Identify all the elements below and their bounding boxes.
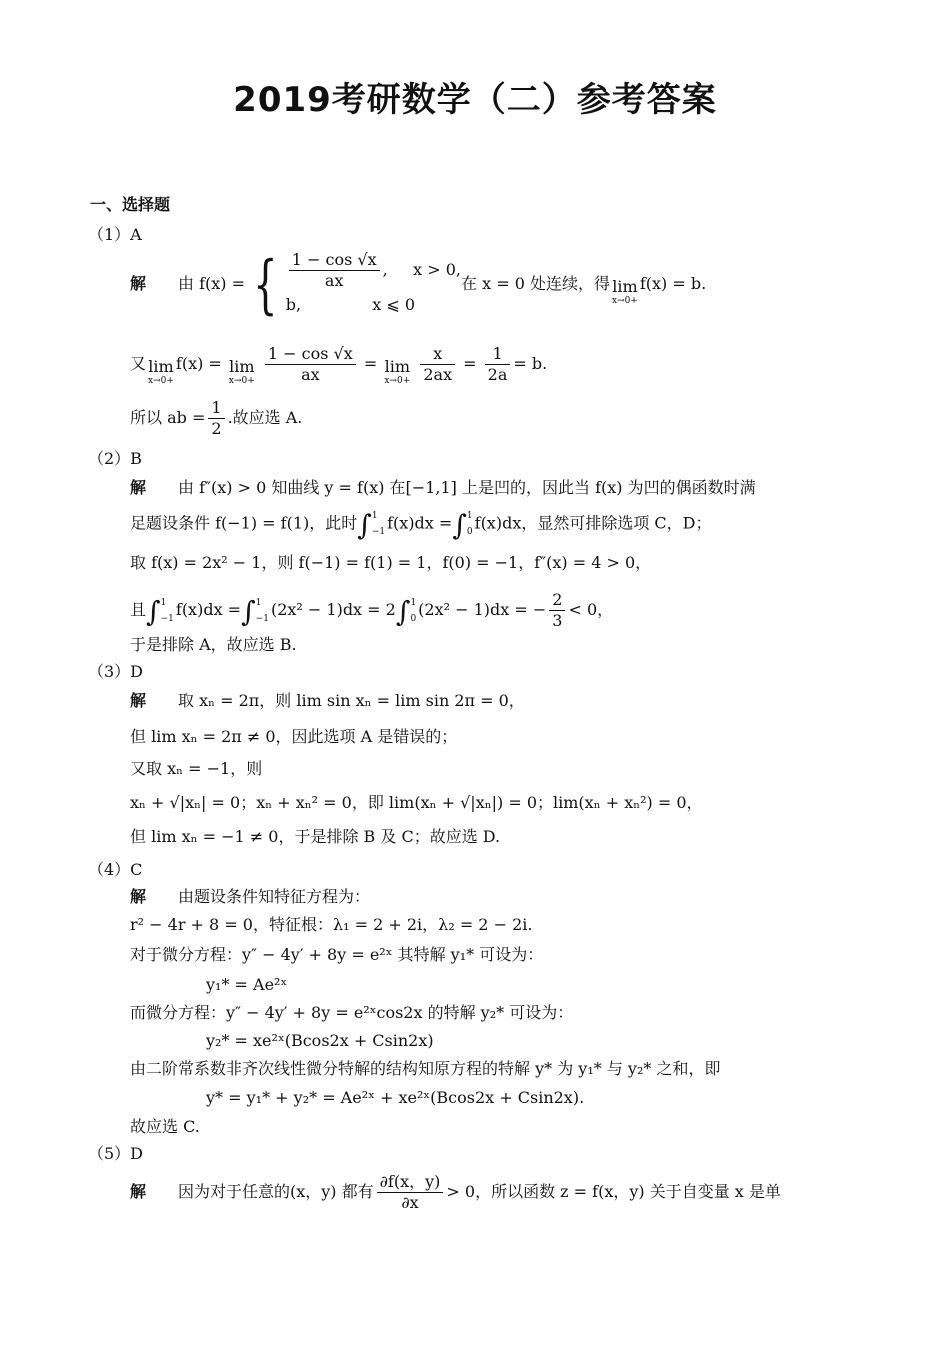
q1-line1: 解 由 f(x) = { $\frac{1 - \cos √x}{ax}$ , x > 0, b, x ⩽ 0 在 x = 0 处连续，得 lim x→0+ f(x) = b. [130,247,707,322]
q3-line4: xₙ + √|xₙ| = 0；xₙ + xₙ² = 0，即 lim(xₙ + √|xₙ|) = 0；lim(xₙ + xₙ²) = 0， [130,793,703,812]
page-title: 2019考研数学（二）参考答案 [233,80,717,120]
q3-line5: 但 lim xₙ = −1 ≠ 0，于是排除 B 及 C；故应选 D. [130,827,501,846]
q4-line9: 故应选 C. [130,1117,200,1136]
brace-icon: { [253,247,278,322]
q3-line1: 解 取 xₙ = 2π，则 lim sin xₙ = lim sin 2π = 0， [130,691,525,710]
q2-line5: 于是排除 A，故应选 B. [130,635,297,654]
q3-line2: 但 lim xₙ = 2π ≠ 0，因此选项 A 是错误的； [130,727,458,746]
q4-line6: y₂* = xe²ˣ(Bcos2x + Csin2x) [206,1031,434,1050]
q2-heading: （2）B [88,449,142,468]
q5-line1: 解 因为对于任意的(x，y) 都有 $\frac{\partial f(x,y)}{\partial x}$ > 0，所以函数 z = f(x，y) 关于自变量 x 是单 [130,1172,781,1212]
q2-line3: 取 f(x) = 2x² − 1，则 f(−1) = f(1) = 1，f(0) = −1，f″(x) = 4 > 0， [130,553,652,572]
q1-heading: （1）A [88,225,142,244]
q4-line1: 解 由题设条件知特征方程为： [130,887,371,906]
q4-line2: r² − 4r + 8 = 0，特征根：λ₁ = 2 + 2i，λ₂ = 2 − 2i. [130,915,533,934]
q2-line4: 且∫ 1 −1 f(x)dx =∫ 1 −1 (2x² − 1)dx = 2∫ 1 0 (2x² − 1)dx = − $\frac{2}{3}$ < 0， [130,590,614,630]
q4-line8: y* = y₁* + y₂* = Ae²ˣ + xe²ˣ(Bcos2x + Csin2x). [206,1088,585,1107]
q1-line2: 又 lim x→0+ f(x) = lim x→0+ $\frac{1 - \cos √x}{ax}$ = lim x→0+ $\frac{x}{2ax}$ = $\frac{1}{2a}$ = b. [130,344,548,386]
q2-line1: 解 由 f″(x) > 0 知曲线 y = f(x) 在[−1,1] 上是凹的，因此当 f(x) 为凹的偶函数时满 [130,478,756,497]
q3-heading: （3）D [88,662,144,681]
q5-heading: （5）D [88,1144,144,1163]
integral-icon: ∫ [452,508,467,542]
q1-line3: 所以 ab = $\frac{1}{2}$ .故应选 A. [130,398,303,438]
q2-line2: 足题设条件 f(−1) = f(1)，此时∫ 1 −1 f(x)dx =∫ 1 0 f(x)dx，显然可排除选项 C，D； [130,508,712,542]
q4-line7: 由二阶常系数非齐次线性微分特解的结构知原方程的特解 y* 为 y₁* 与 y₂* 之和，即 [130,1059,721,1078]
q4-line4: y₁* = Ae²ˣ [206,975,288,994]
q3-line3: 又取 xₙ = −1，则 [130,759,263,778]
section-heading: 一、选择题 [90,195,171,214]
q4-heading: （4）C [88,860,143,879]
q4-line3: 对于微分方程：y″ − 4y′ + 8y = e²ˣ 其特解 y₁* 可设为： [130,945,544,964]
integral-icon: ∫ [357,508,372,542]
q1-jie: 解 [130,274,147,293]
q4-line5: 而微分方程：y″ − 4y′ + 8y = e²ˣcos2x 的特解 y₂* 可设为： [130,1003,574,1022]
